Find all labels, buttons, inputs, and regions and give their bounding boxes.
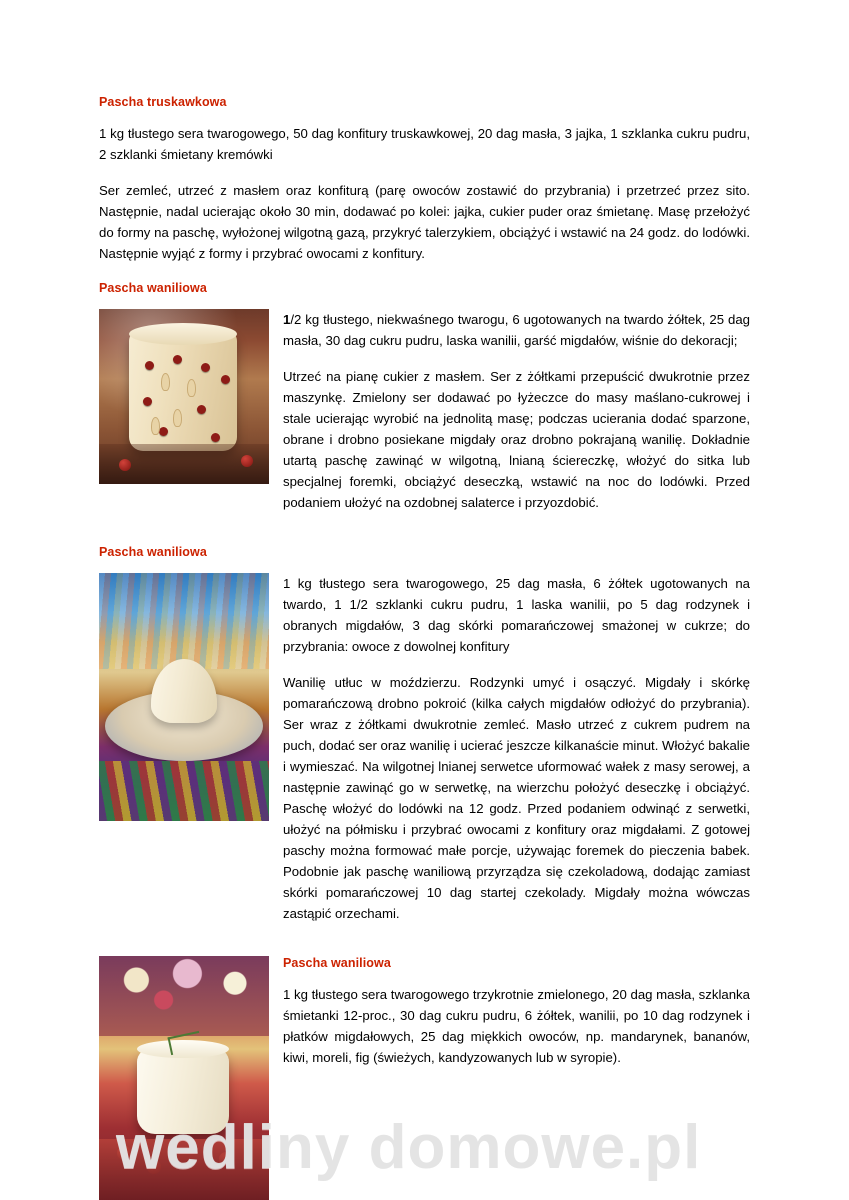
pascha-waniliowa-photo-2 (99, 573, 269, 821)
recipe-ingredients-1: 1 kg tłustego sera twarogowego, 50 dag konfitury truskawkowej, 20 dag masła, 3 jajka, 1 szklanka cukru pudru, 2 szklanki śmietany kremówki (99, 126, 750, 162)
cherry-dot (221, 375, 230, 384)
document-content (99, 95, 750, 1200)
recipe-section-3 (99, 545, 750, 939)
cake-top (129, 323, 237, 345)
fruit-bed (99, 1139, 269, 1200)
striped-cloth (99, 573, 269, 669)
berry-garnish (241, 455, 253, 467)
recipe-4-text-block (283, 956, 750, 1083)
colorful-tablecloth (99, 761, 269, 821)
recipe-instructions-1: Ser zemleć, utrzeć z masłem oraz konfiturą (parę owoców zostawić do przybrania) i przetrzeć przez sito. Następnie, nadal ucierając około 30 min, dodawać po kolei: jajka, cukier puder oraz śmietanę. Masę przełożyć do formy na paschę, wyłożonej wilgotną gazą, przykryć talerzykiem, obciążyć i wstawić na 24 godz. do lodówki. Następnie wyjąć z formy i przybrać owocami z konfitury. (99, 183, 750, 261)
pascha-dome (137, 1048, 229, 1134)
site-watermark: wedliny domowe.pl (116, 1113, 702, 1182)
recipe-section-2 (99, 281, 750, 528)
recipe-ingredients-4: 1 kg tłustego sera twarogowego trzykrotnie zmielonego, 20 dag masła, szklanka śmietanki 12-proc., 30 dag cukru pudru, 6 żółtek, wanilii, po 10 dag rodzynek i płatków migdałowych, 25 dag miękkich owoców, np. mandarynek, bananów, kiwi, moreli, fig (świeżych, kandyzowanych lub w syropie). (283, 987, 750, 1065)
cherry-dot (197, 405, 206, 414)
cherry-dot (211, 433, 220, 442)
flower-garnish (99, 956, 269, 1036)
almond-piece (151, 417, 160, 435)
recipe-instructions-2: Utrzeć na pianę cukier z masłem. Ser z żółtkami przepuścić dwukrotnie przez maszynkę. Zmielony ser dodawać po łyżeczce do masy maślano-cukrowej i stale ucierając wyrobić na jednolitą masę; podczas ucierania dodać sparzone, obrane i drobno posiekane migdały oraz drobno pokrajaną wanilię. Dokładnie utartą paschę zawinąć w wilgotną, lnianą ściereczkę, włożyć do sitka lub specjalnej foremki, obciążyć deseczką, wstawić na noc do lodówki. Przed podaniem ułożyć na ozdobnej salaterce i przyozdobić. (283, 369, 750, 510)
pascha-waniliowa-photo-1 (99, 309, 269, 484)
cherry-dot (143, 397, 152, 406)
cake-body (129, 331, 237, 451)
recipe-3-text-block (283, 573, 750, 939)
cherry-dot (201, 363, 210, 372)
recipe-title-2: Pascha waniliowa (99, 281, 207, 295)
almond-piece (187, 379, 196, 397)
recipe-title-4: Pascha waniliowa (283, 956, 391, 970)
cherry-dot (173, 355, 182, 364)
recipe-section-4 (99, 956, 750, 1200)
recipe-section-1 (99, 95, 750, 264)
cherry-dot (145, 361, 154, 370)
almond-piece (173, 409, 182, 427)
recipe-title-1: Pascha truskawkowa (99, 95, 227, 109)
recipe-instructions-3: Wanilię utłuc w moździerzu. Rodzynki umyć i osączyć. Migdały i skórkę pomarańczową drobno pokroić (kilka całych migdałów odłożyć do przybrania). Ser wraz z żółtkami dwukrotnie zemleć. Masło utrzeć z cukrem pudrem na puch, dodać ser oraz wanilię i ucierać jeszcze kilkanaście minut. Włożyć bakalie i wymieszać. Na wilgotnej lnianej serwetce uformować wałek z masy serowej, a następnie zawinąć go w serwetkę, na wierzchu położyć deseczkę i obciążyć. Paschę włożyć do lodówki na 12 godz. Przed podaniem odwinąć z serwetki, ułożyć na półmisku i przybrać owocami z konfitury oraz migdałami. Z gotowej paschy można formować małe porcje, używając foremek do pieczenia babek. Podobnie jak paschę waniliową przyrządza się czekoladową, dodając zamiast skórki pomarańczowej 10 dag startej czekolady. Migdały można wówczas zastąpić orzechami. (283, 675, 750, 921)
pascha-waniliowa-photo-3 (99, 956, 269, 1200)
recipe-ingredients-2-rest: /2 kg tłustego, niekwaśnego twarogu, 6 ugotowanych na twardo żółtek, 25 dag masła, 30 dag cukru pudru, laska wanilii, garść migdałów, wiśnie do dekoracji; (283, 312, 750, 348)
almond-piece (161, 373, 170, 391)
recipe-ingredients-3: 1 kg tłustego sera twarogowego, 25 dag masła, 6 żółtek ugotowanych na twardo, 1 1/2 szklanki cukru pudru, 1 laska wanilii, po 5 dag rodzynek i obranych migdałów, 3 dag skórki pomarańczowej smażonej w cukrze; do przybrania: owoce z dowolnej konfitury (283, 576, 750, 654)
berry-garnish (119, 459, 131, 471)
cherry-dot (159, 427, 168, 436)
recipe-2-text-block (283, 309, 750, 528)
recipe-title-3: Pascha waniliowa (99, 545, 207, 559)
recipe-ingredients-2 (283, 309, 750, 351)
ingredient-lead-number: 1 (283, 312, 291, 327)
